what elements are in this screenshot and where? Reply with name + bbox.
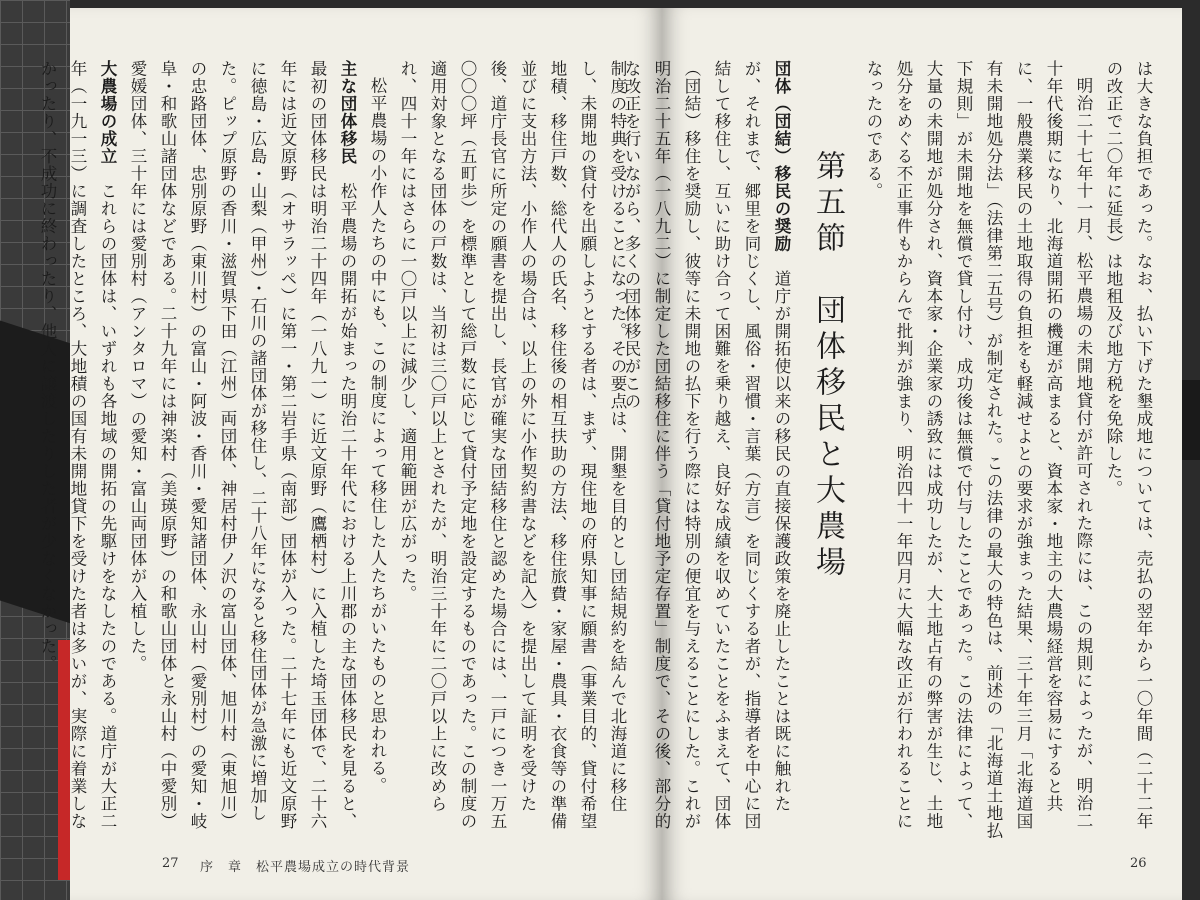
main-groups-body: 松平農場の開拓が始まった明治二十年代における上川郡の主な団体移民を見ると、最初の団体移民は明治二十四年（一八九一）に近文原野（鷹栖村）に入植した埼玉団体で、二十六年には近文原野（オサラッペ）に第一・第二岩手県（南部）団体が入った。二十七年にも近文原野に徳島・広島・山梨（甲州）・石川の諸団体が移住し、二十八年になると移住団体が急激に増加した。ピップ原野の香川・滋賀県下田（江州）両団体、神居村伊ノ沢の富山団体、旭川村（東旭川）の忠路団体、忠別原野（東川村）の富山・阿波・香川・愛知諸団体、永山村（愛別村）の愛知・岐阜・和歌山諸団体などである。二十九年には神楽村（美瑛原野）の和歌山団体と永山村（中愛別）愛媛団体、三十年には愛別村（アンタロマ）の愛知・富山両団体が入植した。 <box>128 60 357 830</box>
intro-paragraph: は大きな負担であった。なお、払い下げた墾成地については、売払の翌年から一〇年間（二十二年の改正で二〇年に延長）は地租及び地方税を免除した。 <box>1104 60 1153 830</box>
subheading: 団体（団結）移民の奨励 <box>772 60 791 253</box>
large-farms-heading: 大農場の成立 <box>98 60 117 165</box>
large-farms-body: これらの団体は、いずれも各地域の開拓の先駆けをなしたのである。道庁が大正二年（一九一三）に調査したところ、大地積の国有未開地貸下を受けた者は多いが、実際に着業しなかったり、不成功に終わったり、他人に譲渡したりした者が少なくなかった。 <box>38 60 117 830</box>
main-groups-heading: 主な団体移民 <box>338 60 357 165</box>
section-heading: 第五節 団体移民と大農場 <box>810 150 845 582</box>
meiji27-paragraph: 明治二十七年十一月、松平農場の未開地貸付が許可された際には、この規則によったが、明治二十年代後期になり、北海道開拓の機運が高まると、資本家・地主の大農場経営を容易にすると共に、一般農業移民の土地取得の負担をも軽減せよとの要求が強まった結果、三十年三月「北海道国有未開地処分法」（法律第二五号）が制定された。この法律の最大の特色は、前述の「北海道土地払下規則」が未開地を無償で貸し付け、成功後は無償で付与したことであった。この法律によって、大量の未開地が処分され、資本家・企業家の誘致には成功したが、大土地占有の弊害が生じ、土地処分をめぐる不正事件もからんで批判が強まり、明治四十一年四月に大幅な改正が行われることになったのである。 <box>864 60 1093 840</box>
running-head: 序 章 松平農場成立の時代背景 <box>200 860 411 875</box>
subheading-paragraph <box>616 60 796 840</box>
system-paragraph: 制度の特典を受けることになった。その要点は、開墾を目的とし団結規約を結んで北海道に移住し、未開地の貸付を出願しようとする者は、まず、現住地の府県知事に願書（事業目的、貸付希望地積、移住戸数、総代人の氏名、移住後の相互扶助の方法、移住旅費・家屋・農具・衣食等の準備並びに支出方法、小作人の場合は、以上の外に小作契約書などを記入）を提出して証明を受けた後、道庁長官に所定の願書を提出し、長官が確実な団結移住と認めた場合には、一戸につき一万五〇〇〇坪（五町歩）を標準として総戸数に応じて貸付予定地を設定するものであった。この制度の適用対象となる団体の戸数は、当初は三〇戸以上とされたが、明治三十年に二〇戸以上に改められ、四十一年にはさらに一〇戸以上に減少し、適用範囲が広がった。 <box>398 60 627 830</box>
page-number-right: 26 <box>1130 856 1147 871</box>
large-farms-paragraph <box>32 60 122 840</box>
matsudaira-paragraph: 松平農場の小作人たちの中にも、この制度によって移住した人たちがいたものと思われる。 <box>368 76 387 794</box>
right-page <box>622 8 1182 900</box>
background-right-object <box>1180 380 1200 460</box>
page-number-left: 27 <box>162 856 179 871</box>
right-page-text <box>622 60 1158 840</box>
subheading-body: 道庁が開拓使以来の移民の直接保護政策を廃止したことは既に触れたが、それまで、郷里を同じくし、風俗・習慣・言葉（方言）を同じくする者が、指導者を中心に団結して移住し、互いに助け合って困難を乗り越え、良好な成績を収めていたことをふまえて、団体（団結）移住を奨励し、彼等に未開地の払下を行う際には特別の便宜を与えることにした。これが明治二十五年（一八九二）に制定した団結移住に伴う「貸付地予定存置」制度で、その後、部分的な改正を行いながら、多くの団体移民がこの <box>622 60 791 830</box>
left-page <box>38 8 662 900</box>
left-page-text <box>38 60 632 840</box>
main-groups-paragraph <box>122 60 362 840</box>
